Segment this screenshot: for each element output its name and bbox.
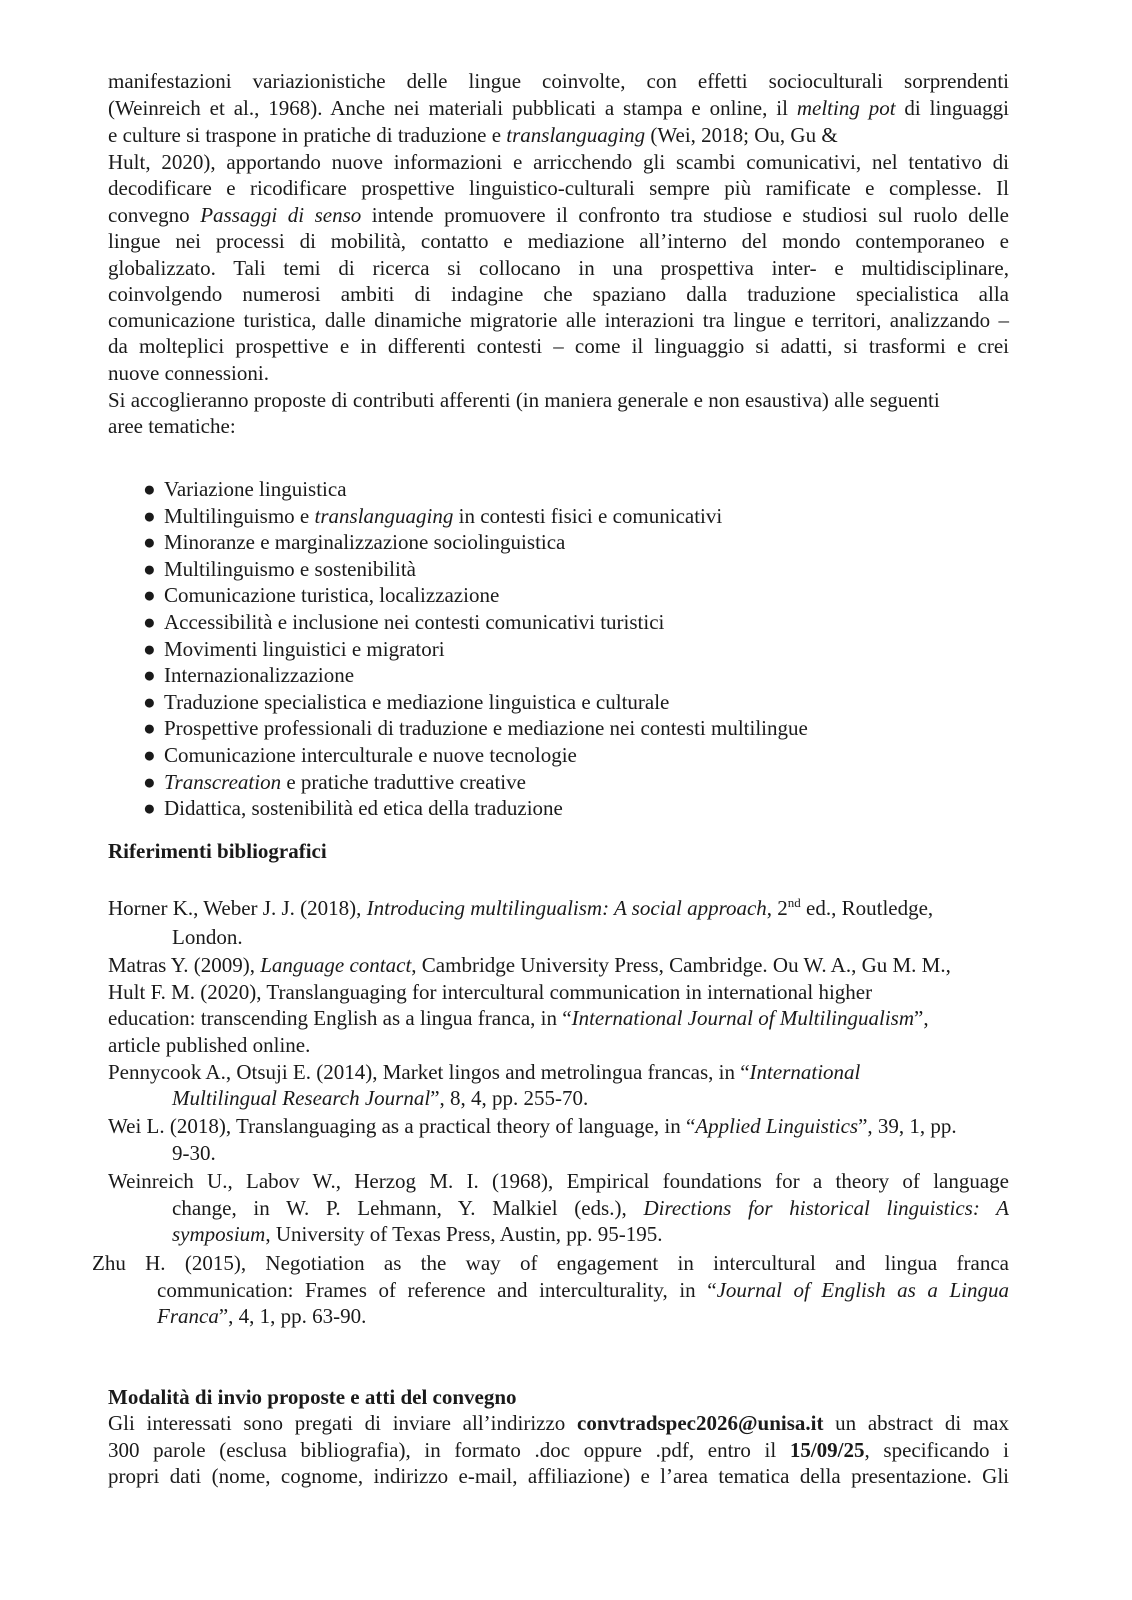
intro-line: globalizzato. Tali temi di ricerca si collocano in una prospettiva inter- e multidisciplinare, — [108, 256, 1009, 280]
bullet-icon: ● — [143, 769, 156, 794]
submission-line: 300 parole (esclusa bibliografia), in formato .doc oppure .pdf, entro il 15/09/25, specificando i — [108, 1438, 1009, 1462]
reference-entry: Matras Y. (2009), Language contact, Cambridge University Press, Cambridge. Ou W. A., Gu M. M., — [108, 953, 951, 977]
thematic-area-item: ● Transcreation e pratiche traduttive creative — [143, 769, 526, 794]
intro-line: manifestazioni variazionistiche delle lingue coinvolte, con effetti socioculturali sorprendenti — [108, 69, 1009, 93]
bullet-icon: ● — [143, 503, 156, 528]
thematic-area-item: ● Comunicazione turistica, localizzazione — [143, 583, 500, 608]
bullet-icon: ● — [143, 610, 156, 634]
thematic-area-item: ● Comunicazione interculturale e nuove tecnologie — [143, 743, 577, 767]
bullet-icon: ● — [143, 689, 156, 714]
thematic-area-item: ● Accessibilità e inclusione nei contesti comunicativi turistici — [143, 610, 665, 634]
reference-entry-cont: 9-30. — [172, 1141, 216, 1165]
intro-line: e culture si traspone in pratiche di traduzione e translanguaging (Wei, 2018; Ou, Gu & — [108, 123, 838, 147]
reference-entry: Zhu H. (2015), Negotiation as the way of engagement in intercultural and lingua franca — [92, 1251, 1009, 1275]
reference-entry: Wei L. (2018), Translanguaging as a practical theory of language, in “Applied Linguistics”, 39, 1, pp. — [108, 1114, 957, 1138]
bullet-icon: ● — [143, 636, 156, 661]
intro-line: decodificare e ricodificare prospettive linguistico-culturali sempre più ramificate e complesse. Il — [108, 176, 1009, 200]
bullet-icon: ● — [143, 477, 156, 501]
thematic-area-item: ● Didattica, sostenibilità ed etica della traduzione — [143, 796, 563, 821]
reference-entry-cont: change, in W. P. Lehmann, Y. Malkiel (eds.), Directions for historical linguistics: A — [172, 1196, 1009, 1220]
intro-line: aree tematiche: — [108, 414, 236, 438]
submission-line: propri dati (nome, cognome, indirizzo e-mail, affiliazione) e l’area tematica della presentazione. Gli — [108, 1464, 1009, 1488]
submission-email: convtradspec2026@unisa.it — [577, 1411, 824, 1435]
intro-line: coinvolgendo numerosi ambiti di indagine che spaziano dalla traduzione specialistica alla — [108, 282, 1009, 306]
reference-entry: Pennycook A., Otsuji E. (2014), Market lingos and metrolingua francas, in “International — [108, 1060, 861, 1084]
reference-entry: Weinreich U., Labov W., Herzog M. I. (1968), Empirical foundations for a theory of language — [108, 1169, 1009, 1193]
thematic-area-item: ● Internazionalizzazione — [143, 663, 355, 688]
thematic-area-item: ● Traduzione specialistica e mediazione linguistica e culturale — [143, 689, 670, 714]
bullet-icon: ● — [143, 530, 156, 555]
reference-entry-cont: communication: Frames of reference and interculturality, in “Journal of English as a Lingua — [157, 1278, 1009, 1302]
intro-line: lingue nei processi di mobilità, contatto e mediazione all’interno del mondo contemporaneo e — [108, 229, 1009, 253]
submission-line: Gli interessati sono pregati di inviare all’indirizzo convtradspec2026@unisa.it un abstract di max — [108, 1411, 1009, 1435]
intro-line: comunicazione turistica, dalle dinamiche migratorie alle interazioni tra lingue e territori, analizzando – — [108, 308, 1009, 332]
reference-entry-cont: symposium, University of Texas Press, Austin, pp. 95-195. — [172, 1222, 663, 1246]
bullet-icon: ● — [143, 663, 156, 688]
bullet-icon: ● — [143, 716, 156, 741]
thematic-area-item: ● Variazione linguistica — [143, 477, 347, 501]
bullet-icon: ● — [143, 583, 156, 608]
thematic-area-item: ● Multilinguismo e translanguaging in contesti fisici e comunicativi — [143, 503, 723, 528]
bullet-icon: ● — [143, 796, 156, 821]
intro-line: Hult, 2020), apportando nuove informazioni e arricchendo gli scambi comunicativi, nel tentativo di — [108, 150, 1009, 174]
reference-entry: Horner K., Weber J. J. (2018), Introducing multilingualism: A social approach, 2nd ed., Routledge, — [108, 895, 934, 920]
thematic-area-item: ● Prospettive professionali di traduzione e mediazione nei contesti multilingue — [143, 716, 808, 741]
submission-deadline: 15/09/25 — [789, 1438, 865, 1462]
reference-entry-cont: London. — [172, 925, 243, 949]
reference-entry-cont: Multilingual Research Journal”, 8, 4, pp. 255-70. — [172, 1086, 589, 1110]
intro-line: da molteplici prospettive e in differenti contesti – come il linguaggio si adatti, si trasformi e crei — [108, 334, 1009, 358]
intro-line: (Weinreich et al., 1968). Anche nei materiali pubblicati a stampa e online, il melting pot di linguaggi — [108, 96, 1009, 120]
submission-heading: Modalità di invio proposte e atti del convegno — [108, 1385, 517, 1409]
reference-entry-cont: education: transcending English as a lingua franca, in “International Journal of Multilingualism”, — [108, 1006, 929, 1030]
intro-line: convegno Passaggi di senso intende promuovere il confronto tra studiose e studiosi sul ruolo delle — [108, 203, 1009, 227]
bullet-icon: ● — [143, 743, 156, 767]
intro-line: nuove connessioni. — [108, 361, 269, 385]
reference-entry-cont: Franca”, 4, 1, pp. 63-90. — [157, 1304, 367, 1328]
thematic-area-item: ● Multilinguismo e sostenibilità — [143, 556, 416, 581]
references-heading: Riferimenti bibliografici — [108, 839, 327, 863]
bullet-icon: ● — [143, 556, 156, 581]
intro-line: Si accoglieranno proposte di contributi afferenti (in maniera generale e non esaustiva) alle seguenti — [108, 388, 940, 412]
thematic-area-item: ● Movimenti linguistici e migratori — [143, 636, 445, 661]
reference-entry-cont: Hult F. M. (2020), Translanguaging for intercultural communication in international higher — [108, 980, 873, 1004]
reference-entry-cont: article published online. — [108, 1033, 311, 1057]
thematic-area-item: ● Minoranze e marginalizzazione sociolinguistica — [143, 530, 566, 555]
